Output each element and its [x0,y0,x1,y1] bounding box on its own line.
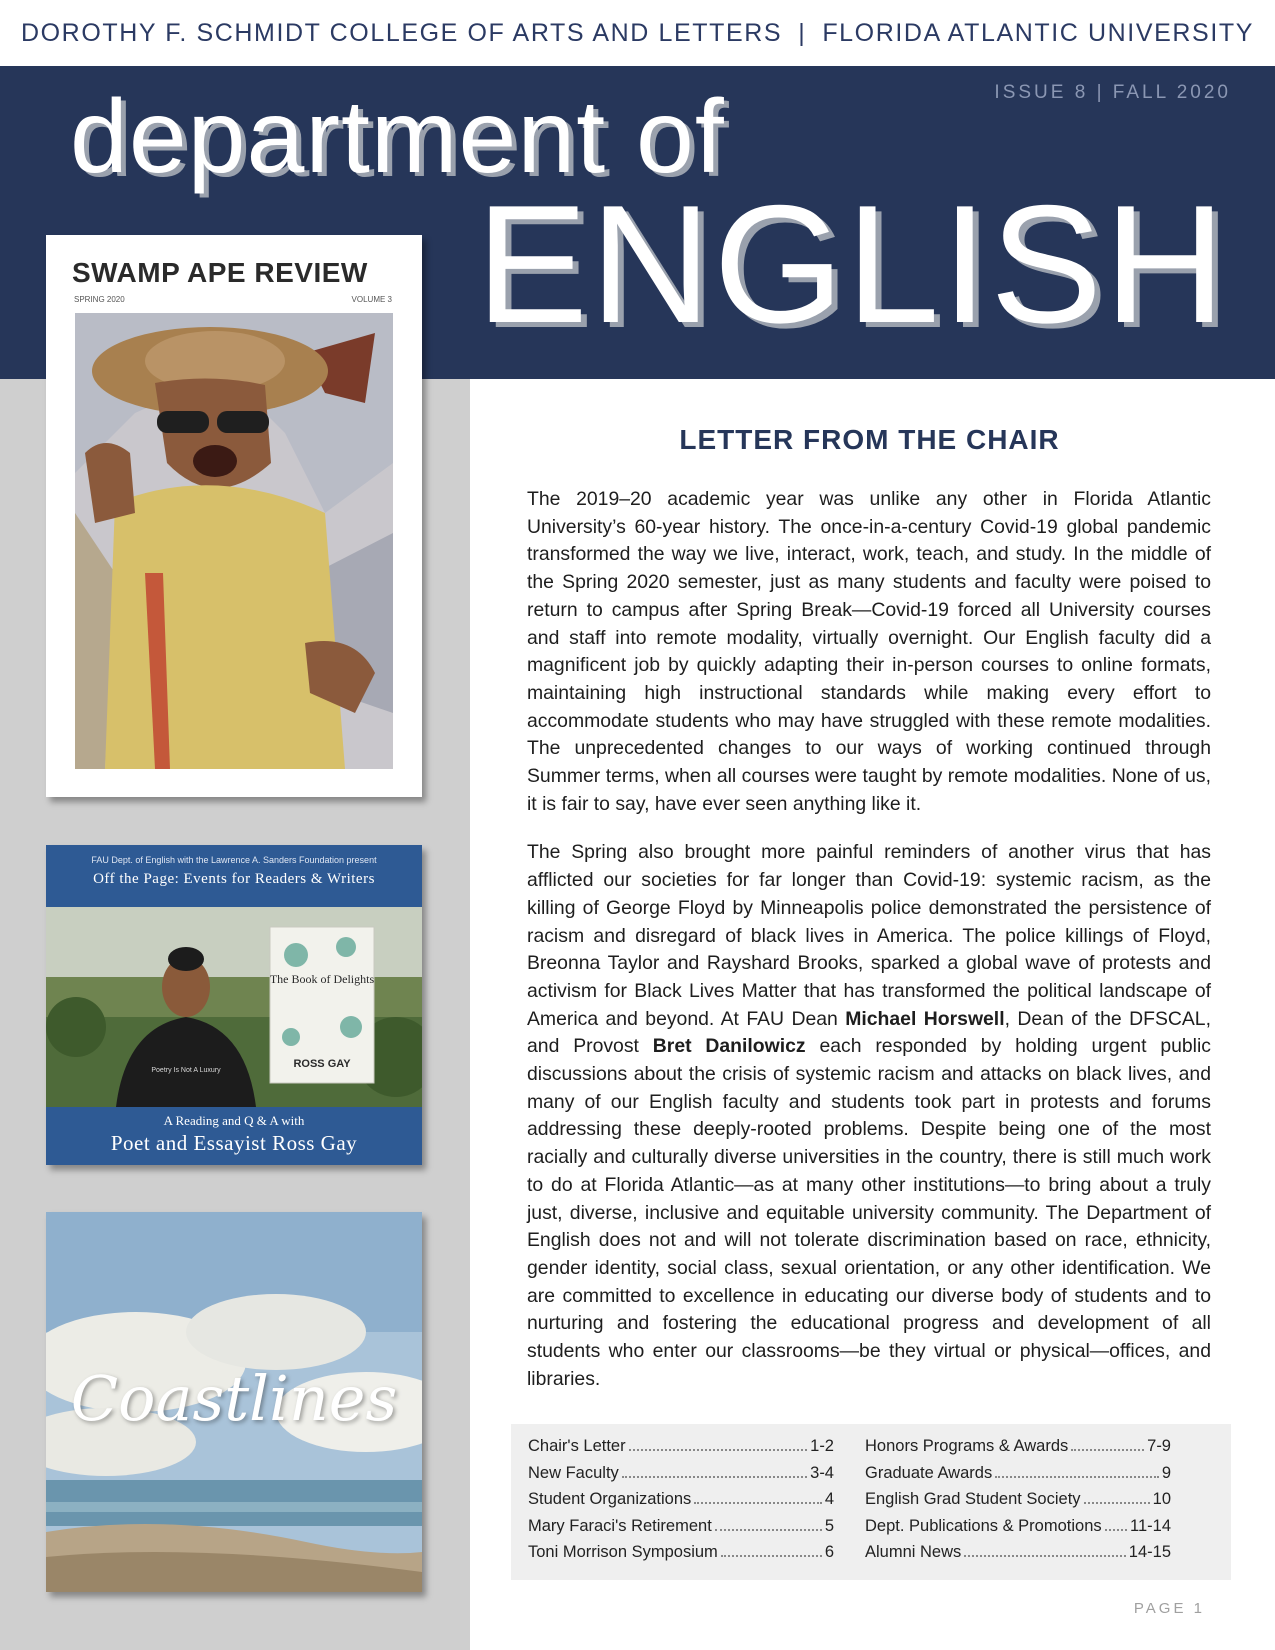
toc-leader [995,1476,1159,1478]
toc-entry[interactable] [865,1464,1171,1491]
provost-name: Bret Danilowicz [652,1035,806,1058]
toc-left-column [528,1437,834,1570]
page-number: PAGE 1 [1133,1600,1205,1617]
toc-pages: 9 [1161,1463,1171,1482]
toc-leader [715,1529,822,1531]
toc-leader [694,1502,822,1504]
toc-label: Chair's Letter [528,1437,626,1455]
magazine-title: SWAMP APE REVIEW [72,257,368,288]
book-author: ROSS GAY [293,1058,351,1070]
coastlines-cover [46,1212,422,1592]
toc-pages: 4 [824,1490,834,1508]
header-separator: | [798,18,807,47]
cover-painting [75,313,393,769]
toc-label: Graduate Awards [865,1463,993,1482]
university-name: FLORIDA ATLANTIC UNIVERSITY [822,18,1255,47]
magazine-season: SPRING 2020 [74,295,125,304]
paragraph-text: each responded by holding urgent public discussions about the crisis of systemic racism and attacks on black lives, and many of our English faculty and students took part in protests and forums addressing these deeply-rooted problems. Despite being one of the most racially and culturally diverse universities in the country, there is still much work to do at Florida Atlantic—as at many other institutions—to bring about a truly just, diverse, inclusive and equitable university community. The Department of English does not and will not tolerate discrimination based on race, ethnicity, gender identity, social class, sexual orientation, or any other identification. We are committed to excellence in educating our diverse body of students and to nurturing and fostering the educational progress and development of all students who enter our classrooms—be they virtual or physical—offices, and libraries. [527,1035,1211,1390]
toc-label: Honors Programs & Awards [865,1437,1069,1455]
poster-title: Off the Page: Events for Readers & Writers [93,871,375,887]
toc-leader [1071,1449,1144,1451]
toc-label: Student Organizations [528,1490,692,1508]
toc-entry[interactable] [528,1490,834,1517]
book-title: The Book of Delights [269,972,375,986]
toc-right-column [865,1437,1171,1570]
letter-body [527,486,1211,1394]
toc-pages: 6 [824,1543,834,1561]
toc-pages: 11-14 [1130,1516,1171,1535]
toc-entry[interactable] [528,1437,834,1464]
swamp-ape-review-cover [46,235,422,797]
magazine-meta [74,295,392,304]
toc-pages: 3-4 [810,1463,834,1482]
toc-pages: 5 [824,1516,834,1535]
poster-reading: A Reading and Q & A with [163,1113,305,1128]
toc-label: English Grad Student Society [865,1490,1081,1508]
toc-entry[interactable] [865,1543,1171,1570]
toc-leader [721,1555,822,1557]
toc-entry[interactable] [528,1543,834,1570]
magazine-volume: VOLUME 3 [351,295,392,304]
toc-leader [964,1555,1126,1557]
toc-label: Alumni News [865,1543,962,1561]
toc-leader [629,1449,808,1451]
toc-entry[interactable] [865,1437,1171,1464]
toc-label: Mary Faraci's Retirement [528,1516,712,1535]
letter-paragraph-1: The 2019–20 academic year was unlike any other in Florida Atlantic University’s 60-year history. The once-in-a-century Covid-19 global pandemic transformed the way we live, interact, work, teach, and study. In the middle of the Spring 2020 semester, just as many students and faculty were poised to return to campus after Spring Break—Covid-19 forced all University courses and staff into remote modality, virtually overnight. Our English faculty did a magnificent job by quickly adapting their in-person courses to online formats, maintaining high instructional standards while making every effort to accommodate students who may have struggled with these remote modalities. The unprecedented changes to our ways of working continued through Summer terms, when all courses were taught by remote modalities. None of us, it is fair to say, have ever seen anything like it. [527,488,1211,815]
toc-pages: 14-15 [1128,1543,1171,1561]
issue-label: ISSUE 8 | FALL 2020 [994,82,1231,103]
toc-pages: 10 [1152,1490,1171,1508]
poster-presenter: FAU Dept. of English with the Lawrence A. Sanders Foundation present [91,855,377,865]
toc-leader [1105,1529,1127,1531]
paragraph-text: , Dean of the DFSCAL, and Provost [527,1007,1211,1058]
toc-label: Toni Morrison Symposium [528,1543,718,1561]
college-header [0,0,1275,66]
dean-name: Michael Horswell [845,1007,1005,1030]
toc-leader [1084,1502,1150,1504]
toc-entry[interactable] [865,1517,1171,1544]
letter-paragraph-2 [527,839,1211,1393]
coastlines-title: Coastlines [70,1362,398,1435]
toc-label: Dept. Publications & Promotions [865,1516,1102,1535]
toc-label: New Faculty [528,1463,619,1482]
poet-photo [46,907,422,1107]
letter-heading: LETTER FROM THE CHAIR [679,424,1060,455]
title-english: ENGLISH [476,170,1228,358]
off-the-page-poster [46,845,422,1165]
toc-pages: 7-9 [1147,1437,1171,1455]
title-department-of: department of [70,79,725,195]
table-of-contents [511,1424,1231,1580]
toc-entry[interactable] [528,1464,834,1491]
shirt-text: Poetry Is Not A Luxury [151,1067,221,1074]
toc-leader [622,1476,807,1478]
toc-entry[interactable] [865,1490,1171,1517]
college-name: DOROTHY F. SCHMIDT COLLEGE OF ARTS AND LETTERS [20,18,783,47]
toc-pages: 1-2 [810,1437,834,1455]
toc-entry[interactable] [528,1517,834,1544]
paragraph-text: The Spring also brought more painful reminders of another virus that has afflicted our societies for far longer than Covid-19: systemic racism, as the killing of George Floyd by Minneapolis police demonstrated the persistence of racism and disregard of black lives in America. The police killings of Floyd, Breonna Taylor and Rayshard Brooks, sparked a global wave of protests and activism for Black Lives Matter that has transformed the political landscape of America and beyond. At FAU Dean [527,841,1211,1030]
poster-poet: Poet and Essayist Ross Gay [110,1131,358,1155]
